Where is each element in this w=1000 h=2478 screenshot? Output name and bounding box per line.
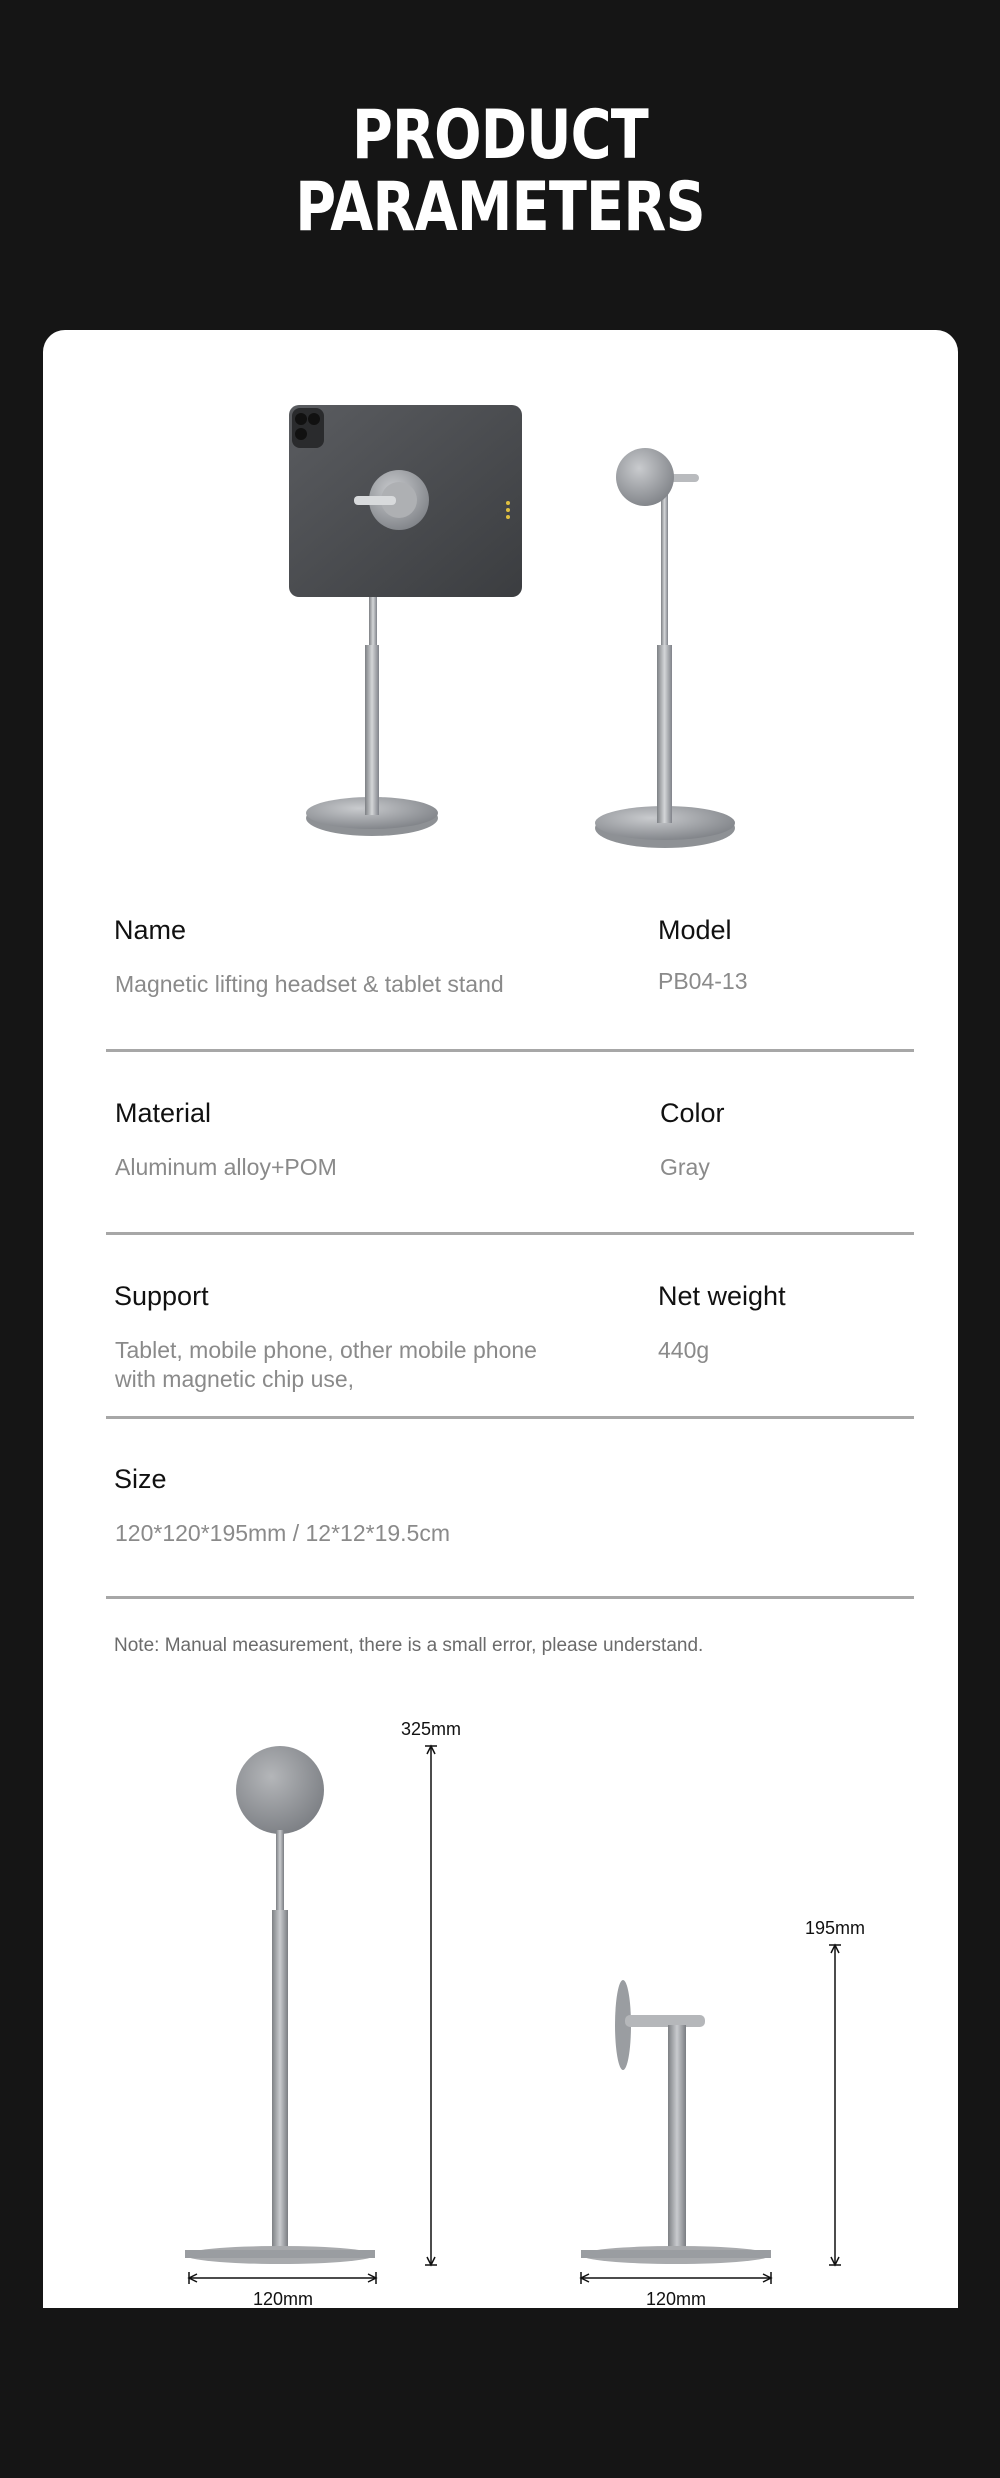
divider [106, 1049, 914, 1052]
left-base-width-label: 120mm [252, 2289, 314, 2308]
size-label: Size [114, 1464, 167, 1494]
product-photo [43, 330, 958, 890]
magnetic-disc-icon [236, 1746, 324, 1834]
measurement-note: Note: Manual measurement, there is a small error, please understand. [114, 1635, 704, 1656]
support-value [115, 1336, 537, 1394]
title-line-2: PARAMETERS [295, 168, 705, 247]
support-value-line-1: Tablet, mobile phone, other mobile phone [115, 1337, 537, 1363]
dimension-diagram [43, 1680, 958, 2308]
divider [106, 1232, 914, 1235]
material-value: Aluminum alloy+POM [115, 1154, 337, 1180]
size-value: 120*120*195mm / 12*12*19.5cm [115, 1520, 451, 1546]
short-height-label: 195mm [804, 1918, 866, 1938]
title-line-1: PRODUCT [352, 96, 648, 175]
tall-height-label: 325mm [400, 1719, 462, 1739]
color-label: Color [660, 1098, 725, 1128]
name-value: Magnetic lifting headset & tablet stand [115, 971, 504, 997]
net-weight-label: Net weight [658, 1281, 786, 1311]
page-title [90, 96, 910, 247]
model-label: Model [658, 915, 732, 945]
divider [106, 1416, 914, 1419]
net-weight-value: 440g [658, 1337, 710, 1363]
right-base-width-label: 120mm [645, 2289, 707, 2308]
color-value: Gray [660, 1154, 710, 1180]
model-value: PB04-13 [658, 968, 748, 994]
material-label: Material [115, 1098, 212, 1128]
support-label: Support [114, 1281, 209, 1311]
name-label: Name [114, 915, 187, 945]
parameters-card [43, 330, 958, 2308]
support-value-line-2: with magnetic chip use, [115, 1366, 355, 1392]
divider [106, 1596, 914, 1599]
